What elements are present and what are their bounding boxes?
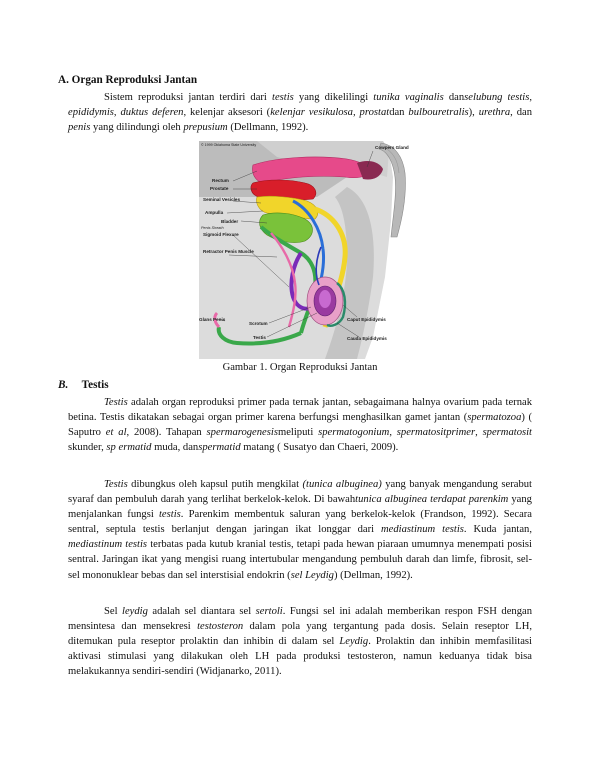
label-ampulla: Ampulla [205, 210, 224, 215]
text-run: ) (Dellman, 1992). [333, 569, 413, 581]
italic-term: sertoli [255, 606, 283, 617]
text-run: yang dilindungi oleh [90, 122, 184, 134]
label-seminal-vesicles: Seminal Vesicles [203, 197, 241, 202]
label-retractor-penis-muscle: Retractor Penis Muscle [203, 249, 254, 254]
reproductive-organ-figure [197, 137, 415, 359]
italic-term: Testis [104, 397, 128, 408]
italic-term: penis [68, 122, 91, 134]
label-cauda-epididymis: Cauda Epididymis [347, 336, 387, 341]
section-b-paragraph-1 [68, 395, 532, 455]
text-run: yang banyak mengandung serabut syaraf dan pembuluh darah yang terlihat berkelok-kelok. Di bawah [68, 479, 532, 506]
italic-term: Testis [104, 479, 128, 490]
text-run: ), [468, 107, 479, 119]
section-b-heading [58, 379, 109, 391]
italic-term: tunica albuginea terdapat parenkim [355, 494, 509, 506]
text-run: , dan [510, 107, 533, 119]
italic-term: mediastinum testis [381, 524, 464, 536]
text-run: . Fungsi sel ini adalah memberikan respon FSH dengan mensintesa dan mensekresi [68, 606, 532, 633]
italic-term: urethra [478, 107, 511, 119]
italic-term: spermatogonium [318, 427, 390, 439]
text-run: adalah organ reproduksi primer pada ternak jantan, sebagaimana halnya ovarium pada ternak betina. Testis dikatakan sebagai organ primer karena berfungsi menghasilkan gamet jantan ( [68, 397, 532, 424]
text-run: terbatas pada kutub kranial testis, tetapi pada hewan piaraan umumnya menempati posisi sentral. Jaringan ikat yang mengisi ruang intertubular mengandung pembuluh darah dan limfe, fibrosit, sel-sel mononuklear bebas dan sel interstisial endokrin ( [68, 539, 533, 581]
reproductive-organ-diagram [197, 137, 415, 359]
label-penis-sheath: Penis Sheath [201, 226, 224, 230]
section-b-paragraph-2 [68, 477, 532, 583]
italic-term: bulbouretralis [408, 107, 469, 119]
italic-term: tunika vaginalis [373, 92, 444, 103]
text-run: . Prolaktin dan inhibin memfasilitasi aktivasi stimulasi yang dilakukan oleh LH pada produksi testosteron, namun keduanya tidak bisa melakukannya sendiri-sendiri (Widjanarko, 2011). [68, 636, 532, 678]
section-a-paragraph-1 [68, 90, 532, 135]
italic-term: mediastinum testis [68, 539, 148, 551]
label-glans-penis: Glans Penis [199, 317, 226, 322]
italic-term: Leydig [339, 636, 369, 648]
section-b-heading-text: Testis [81, 379, 109, 391]
section-a-heading: A. Organ Reproduksi Jantan [58, 74, 198, 86]
italic-term: testis [272, 92, 294, 103]
text-run: adalah sel diantara sel [147, 606, 256, 617]
label-testis: Testis [253, 335, 266, 340]
text-run: , [475, 427, 483, 439]
italic-term: selubung testis [464, 92, 530, 103]
italic-term: spermatositprimer [396, 427, 476, 439]
text-run: Sel [104, 606, 123, 617]
italic-term: prepusium [183, 122, 228, 134]
text-run: yang menjalankan fungsi [68, 494, 532, 521]
italic-term: et al [105, 427, 127, 439]
italic-term: sel Leydig [290, 569, 334, 581]
text-run: . Parenkim membentuk saluran yang berkelok-kelok (Frandson, 1992). Secara sentral, septula testis berlanjut dengan jaringan ikat longgar dari [68, 509, 533, 536]
text-run: , [113, 107, 121, 119]
italic-term: spermatosit [482, 427, 533, 439]
italic-term: testis [158, 509, 181, 521]
section-b-paragraph-3 [68, 604, 532, 679]
italic-term: epididymis [68, 107, 114, 119]
italic-term: spermarogenesis [206, 427, 278, 439]
text-run: dibungkus oleh kapsul putih mengkilat [127, 479, 303, 490]
italic-term: spermatozoa [467, 412, 522, 424]
italic-term: duktus deferen [120, 107, 184, 119]
text-run: yang dikelilingi [293, 92, 374, 103]
label-bladder: Bladder [221, 219, 239, 224]
label-scrotum: Scrotum [249, 321, 268, 326]
italic-term: testosteron [197, 621, 244, 633]
text-run: meliputi [277, 427, 319, 439]
text-run: dalam pola yang tergantung pada dosis. Selain reseptor LH, ditemukan pula reseptor prolaktin dan inhibin di dalam sel [68, 621, 532, 648]
text-run: (Dellmann, 1992). [227, 122, 309, 134]
italic-term: sp ermatid [106, 442, 152, 454]
text-run: dan [389, 107, 409, 119]
italic-term: kelenjar vesikulosa, prostat [270, 107, 390, 119]
label-caput-epididymis: Caput Epididymis [347, 317, 386, 322]
italic-term: leydig [122, 606, 148, 617]
text-run: ) ( Saputro [68, 412, 532, 439]
text-run: , [529, 92, 532, 103]
text-run: . Kuda jantan, [463, 524, 532, 536]
text-run: Sistem reproduksi jantan terdiri dari [104, 92, 272, 103]
label-sigmoid-flexure: Sigmoid Flexure [203, 232, 239, 237]
italic-term: (tunica albuginea) [302, 479, 382, 490]
text-run: skunder, [68, 442, 107, 454]
text-run: , [389, 427, 397, 439]
text-run: , 2008). Tahapan [126, 427, 207, 439]
label-cowpers-gland: Cowpers Gland [375, 145, 409, 150]
label-prostate: Prostate [210, 186, 229, 191]
section-b-heading-letter: B. [58, 379, 69, 391]
figure-caption: Gambar 1. Organ Reproduksi Jantan [222, 362, 378, 373]
text-run: matang ( Susatyo dan Chaeri, 2009). [240, 442, 399, 454]
text-run: muda, dan [151, 442, 199, 454]
italic-term: spermatid [198, 442, 241, 454]
text-run: , kelenjar aksesori ( [183, 107, 271, 119]
text-run: dan [443, 92, 465, 103]
label-rectum: Rectum [212, 178, 229, 183]
copyright-label: © 1999 Oklahoma State University [201, 143, 257, 147]
